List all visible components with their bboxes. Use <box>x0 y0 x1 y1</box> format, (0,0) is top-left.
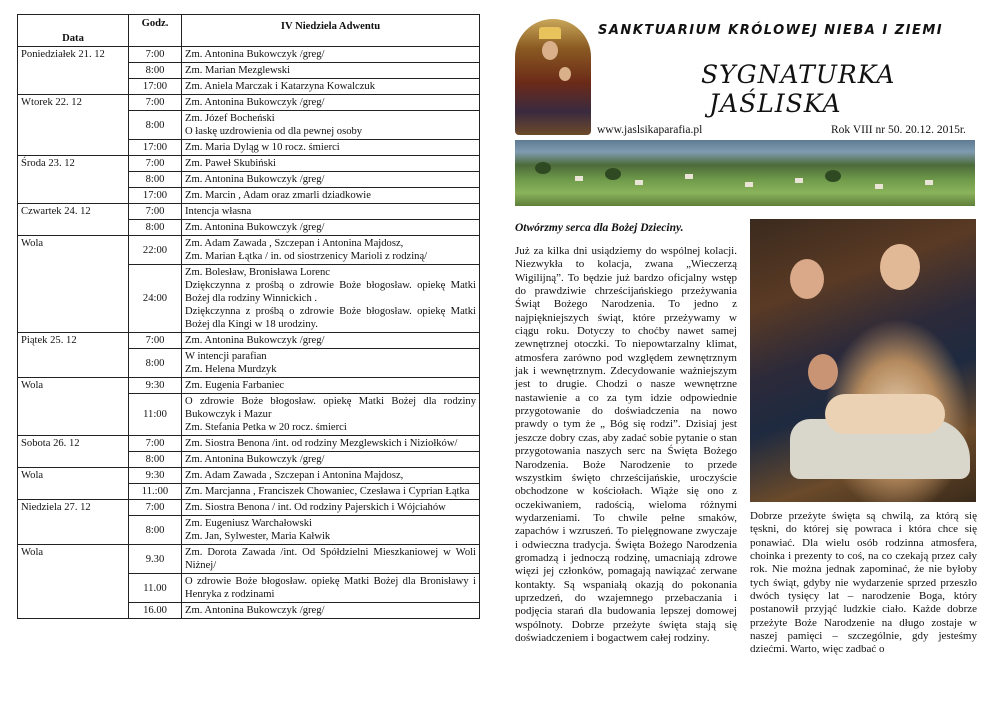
parish-url: www.jaslsikaparafia.pl <box>597 124 703 136</box>
title-line-2: JAŚLISKA <box>709 89 842 118</box>
mass-time: 11.:00 <box>129 484 182 500</box>
intention-line: O zdrowie Boże błogosław. opiekę Matki Bożej dla rodziny Bukowczyk i Mazur <box>185 396 476 420</box>
day-label-empty <box>18 516 129 545</box>
mass-time: 17:00 <box>129 140 182 156</box>
intention-line: Dziękczynna z prośbą o zdrowie Boże błogosław. opiekę Matki Bożej dla Kingi w 18 urodziny. <box>185 306 476 330</box>
intention-line: Intencja własna <box>185 206 252 217</box>
schedule-row <box>18 349 480 378</box>
mass-intention <box>182 452 480 468</box>
madonna-icon <box>515 19 591 135</box>
mass-time: 11:00 <box>129 394 182 436</box>
mass-schedule-table <box>17 14 480 619</box>
mass-time: 16.00 <box>129 603 182 619</box>
mass-time: 7:00 <box>129 500 182 516</box>
sanctuary-banner: SANKTUARIUM KRÓLOWEJ NIEBA I ZIEMI <box>598 23 944 38</box>
schedule-header-row <box>18 15 480 47</box>
mass-intention <box>182 484 480 500</box>
day-label: Poniedziałek 21. 12 <box>18 47 129 63</box>
day-label-empty <box>18 452 129 468</box>
day-label: Niedziela 27. 12 <box>18 500 129 516</box>
issue-info: Rok VIII nr 50. 20.12. 2015r. <box>831 124 966 136</box>
time-column-header: Godz. <box>129 15 182 47</box>
house-shape <box>925 180 933 185</box>
schedule-row <box>18 545 480 574</box>
day-label-empty <box>18 603 129 619</box>
schedule-row <box>18 500 480 516</box>
intention-line: Zm. Antonina Bukowczyk /greg/ <box>185 605 325 616</box>
intention-line: Zm. Adam Zawada , Szczepan i Antonina Majdosz, <box>185 238 404 249</box>
schedule-row <box>18 468 480 484</box>
intention-line: Zm. Eugenia Farbaniec <box>185 380 285 391</box>
mass-time: 11.00 <box>129 574 182 603</box>
mass-intention <box>182 574 480 603</box>
schedule-row <box>18 188 480 204</box>
intention-line: Zm. Maria Dyląg w 10 rocz. śmierci <box>185 142 340 153</box>
article-heading: Otwórzmy serca dla Bożej Dzieciny. <box>515 222 684 234</box>
day-label-empty <box>18 140 129 156</box>
newsletter-front-page <box>515 14 977 694</box>
schedule-row <box>18 265 480 333</box>
mass-time: 9:30 <box>129 468 182 484</box>
day-label: Sobota 26. 12 <box>18 436 129 452</box>
mass-time: 8:00 <box>129 63 182 79</box>
mass-schedule-panel <box>17 14 480 691</box>
mass-time: 7:00 <box>129 436 182 452</box>
mass-time: 7:00 <box>129 204 182 220</box>
schedule-row <box>18 333 480 349</box>
day-label-empty <box>18 394 129 436</box>
house-shape <box>795 178 803 183</box>
intention-line: O łaskę uzdrowienia od dla pewnej osoby <box>185 126 363 137</box>
schedule-row <box>18 79 480 95</box>
mass-time: 8:00 <box>129 516 182 545</box>
schedule-row <box>18 452 480 468</box>
schedule-row <box>18 156 480 172</box>
intention-line: Zm. Marcin , Adam oraz zmarli dziadkowie <box>185 190 371 201</box>
intention-line: Zm. Adam Zawada , Szczepan i Antonina Majdosz, <box>185 470 404 481</box>
intention-line: O zdrowie Boże błogosław. opiekę Matki Bożej dla Bronisławy i Henryka z rodzinami <box>185 576 476 600</box>
mass-intention <box>182 265 480 333</box>
day-label-empty <box>18 265 129 333</box>
intention-line: Zm. Eugeniusz Warchałowski <box>185 518 312 529</box>
schedule-body <box>18 47 480 619</box>
mass-time: 7:00 <box>129 47 182 63</box>
mass-intention <box>182 156 480 172</box>
day-label-empty <box>18 79 129 95</box>
title-line-1: SYGNATURKA <box>701 60 896 89</box>
mass-time: 7:00 <box>129 333 182 349</box>
mass-intention <box>182 79 480 95</box>
house-shape <box>745 182 753 187</box>
day-label: Wola <box>18 545 129 574</box>
schedule-row <box>18 111 480 140</box>
schedule-row <box>18 394 480 436</box>
intention-line: Zm. Antonina Bukowczyk /greg/ <box>185 222 325 233</box>
mass-intention <box>182 378 480 394</box>
mass-intention <box>182 436 480 452</box>
intention-line: Zm. Dorota Zawada /int. Od Spółdzielni Mieszkaniowej w Woli Niżnej/ <box>185 547 476 571</box>
mass-time: 9.30 <box>129 545 182 574</box>
mass-time: 24:00 <box>129 265 182 333</box>
nativity-painting <box>750 219 976 502</box>
intention-line: Zm. Helena Murdzyk <box>185 364 277 375</box>
intention-line: Zm. Siostra Benona / int. Od rodziny Pajerskich i Wójciahów <box>185 502 446 513</box>
intention-line: Zm. Jan, Sylwester, Maria Kałwik <box>185 531 331 542</box>
day-label-empty <box>18 111 129 140</box>
day-label-empty <box>18 574 129 603</box>
intention-line: Zm. Antonina Bukowczyk /greg/ <box>185 454 325 465</box>
mass-intention <box>182 333 480 349</box>
mass-intention <box>182 172 480 188</box>
article-column-1: Już za kilka dni usiądziemy do wspólnej kolacji. Niezwykła to kolacja, zwana „Wieczerzą Wigilijną”. To będzie już bardzo oficjalny wstęp do prawdziwie chrześcijańskiego przeżywania Świąt Bożego Narodzenia. To jedno z najpiękniejszych świąt, które przeżywamy w ciągu roku. Dotyczy to choćby nawet samej zewnętrznej otoczki. To niepowtarzalny klimat, atmosfera zarówno pod względem zewnętrznym jak i wewnętrznym. Zdecydowanie ważniejszym jest to drugie. Chodzi o nasze wewnętrzne nastawienie a co za tym idzie odpowiednie przygotowanie do doświadczenia na nowo prawdy o tym że „ Bóg się rodzi”. Dzisiaj jest jeszcze dobry czas, aby zadać sobie pytanie o stan przygotowania naszych serc na Święta Bożego Narodzenia. Boże Narodzenie to przede wszystkim święto chrześcijańskie, uroczyście obchodzone w kościołach. Wiąże się ono z oczekiwaniem, radością, wieloma różnymi wydarzeniami. To chwile pełne smaków, zapachów i wzruszeń. To pielęgnowane zwyczaje i odwieczna tradycja. Święta Bożego Narodzenia gromadzą i jednoczą rodzinę, umacniają zdrowe więzi jej członków, pomagają nawiązać zerwane kontakty. Są wspaniałą okazją do pokonania uprzedzeń, do wzajemnego przebaczania i podjęcia starań dla budowania lepszej domowej wspólnoty. Dobrze przeżyte święta stają się doświadczeniem i bogactwem całej rodziny. <box>515 245 737 644</box>
intention-line: W intencji parafian <box>185 351 267 362</box>
intention-line: Zm. Antonina Bukowczyk /greg/ <box>185 174 325 185</box>
day-label-empty <box>18 349 129 378</box>
mary-face <box>880 244 920 290</box>
day-label-empty <box>18 172 129 188</box>
mass-intention <box>182 516 480 545</box>
day-label: Wola <box>18 378 129 394</box>
intention-line: Dziękczynna z prośbą o zdrowie Boże błogosław. opiekę Matki Bożej dla rodziny Winnickich . <box>185 280 476 304</box>
house-shape <box>685 174 693 179</box>
mass-intention <box>182 47 480 63</box>
intention-line: Zm. Antonina Bukowczyk /greg/ <box>185 49 325 60</box>
mass-time: 8:00 <box>129 452 182 468</box>
mass-time: 8:00 <box>129 349 182 378</box>
mass-intention <box>182 236 480 265</box>
intention-line: Zm. Antonina Bukowczyk /greg/ <box>185 97 325 108</box>
schedule-row <box>18 484 480 500</box>
day-label: Wtorek 22. 12 <box>18 95 129 111</box>
schedule-row <box>18 95 480 111</box>
day-label: Wola <box>18 236 129 265</box>
intention-line: Zm. Paweł Skubiński <box>185 158 276 169</box>
mass-time: 8:00 <box>129 220 182 236</box>
mass-intention <box>182 220 480 236</box>
mass-intention <box>182 394 480 436</box>
intention-line: Zm. Aniela Marczak i Katarzyna Kowalczuk <box>185 81 376 92</box>
house-shape <box>635 180 643 185</box>
infant-jesus <box>825 394 945 434</box>
mass-intention <box>182 204 480 220</box>
mass-intention <box>182 63 480 79</box>
schedule-row <box>18 47 480 63</box>
mass-intention <box>182 500 480 516</box>
day-label-empty <box>18 484 129 500</box>
tree-shape <box>535 162 551 174</box>
angel-face <box>790 259 824 299</box>
intention-line: Zm. Marian Łątka / in. od siostrzenicy Marioli z rodziną/ <box>185 251 428 262</box>
article-column-2: Dobrze przeżyte święta są chwilą, za którą się tęskni, do której się powraca i która chce się ponawiać. Dla wielu osób rodzinna atmosfera, choinka i prezenty to coś, na co czekają przez cały rok. Nie można jednak zapominać, że nie byłoby tych świąt, gdyby nie wydarzenie sprzed przeszło dwóch tysięcy lat – narodzenie Boga, który postanowił przyjąć ludzkie ciało. Każde dobrze przeżyte Boże Narodzenie na długo zostaje w naszej pamięci – szczególnie, gdy jesteśmy dziećmi. Warto, więc zadbać o <box>750 510 977 656</box>
schedule-row <box>18 140 480 156</box>
date-column-header: Data <box>18 15 129 47</box>
madonna-face <box>542 41 558 60</box>
mass-intention <box>182 111 480 140</box>
schedule-row <box>18 516 480 545</box>
schedule-row <box>18 378 480 394</box>
mass-intention <box>182 188 480 204</box>
mass-time: 22:00 <box>129 236 182 265</box>
schedule-row <box>18 172 480 188</box>
schedule-row <box>18 574 480 603</box>
intention-line: Zm. Marian Mezglewski <box>185 65 291 76</box>
day-label-empty <box>18 188 129 204</box>
sunday-title-header: IV Niedziela Adwentu <box>182 15 480 47</box>
house-shape <box>875 184 883 189</box>
intention-line: Zm. Bolesław, Bronisława Lorenc <box>185 267 330 278</box>
mass-time: 8:00 <box>129 111 182 140</box>
day-label: Piątek 25. 12 <box>18 333 129 349</box>
child-face <box>559 67 571 81</box>
day-label: Wola <box>18 468 129 484</box>
day-label-empty <box>18 220 129 236</box>
schedule-row <box>18 236 480 265</box>
intention-line: Zm. Stefania Petka w 20 rocz. śmierci <box>185 422 347 433</box>
mass-intention <box>182 140 480 156</box>
schedule-row <box>18 204 480 220</box>
mass-intention <box>182 95 480 111</box>
intention-line: Zm. Marcjanna , Franciszek Chowaniec, Czesława i Cyprian Łątka <box>185 486 470 497</box>
day-label-empty <box>18 63 129 79</box>
mass-time: 17:00 <box>129 188 182 204</box>
newsletter-title <box>701 60 895 118</box>
house-shape <box>575 176 583 181</box>
mass-time: 7:00 <box>129 156 182 172</box>
mass-time: 9:30 <box>129 378 182 394</box>
tree-shape <box>605 168 621 180</box>
mass-time: 17:00 <box>129 79 182 95</box>
mass-intention <box>182 603 480 619</box>
mass-time: 8:00 <box>129 172 182 188</box>
day-label: Czwartek 24. 12 <box>18 204 129 220</box>
mass-intention <box>182 349 480 378</box>
intention-line: Zm. Józef Bocheński <box>185 113 275 124</box>
intention-line: Zm. Siostra Benona /int. od rodziny Mezglewskich i Niziołków/ <box>185 438 458 449</box>
crown-icon <box>539 27 561 39</box>
schedule-row <box>18 220 480 236</box>
joseph-face <box>808 354 838 390</box>
intention-line: Zm. Antonina Bukowczyk /greg/ <box>185 335 325 346</box>
mass-intention <box>182 545 480 574</box>
tree-shape <box>825 170 841 182</box>
schedule-row <box>18 63 480 79</box>
schedule-row <box>18 436 480 452</box>
mass-time: 7:00 <box>129 95 182 111</box>
village-landscape-image <box>515 140 975 206</box>
schedule-row <box>18 603 480 619</box>
mass-intention <box>182 468 480 484</box>
day-label: Środa 23. 12 <box>18 156 129 172</box>
